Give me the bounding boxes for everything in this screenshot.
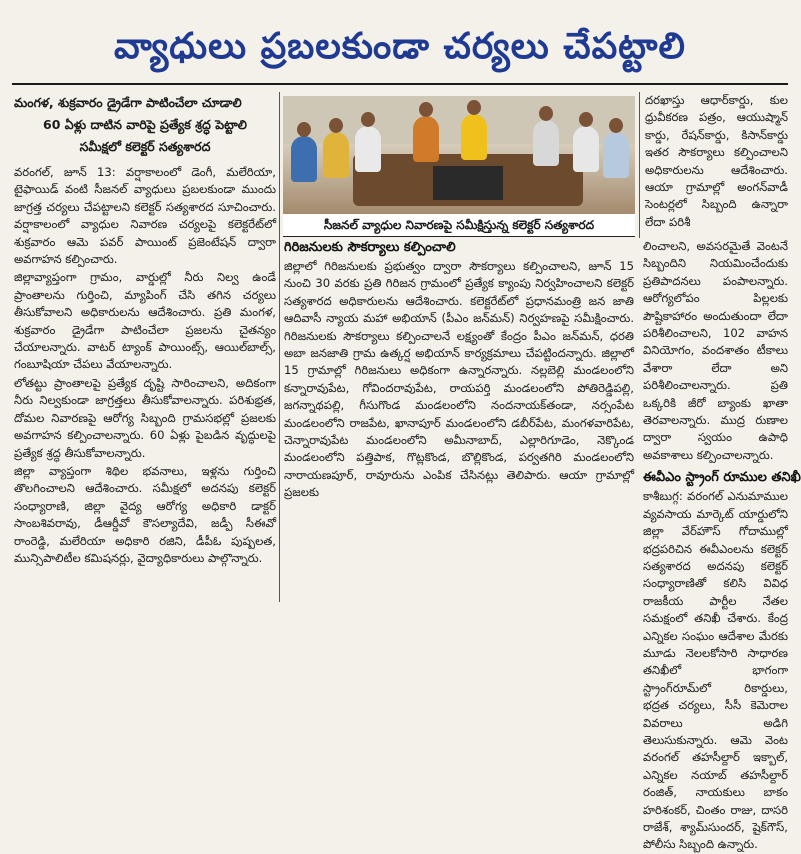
right-top-column (645, 92, 788, 238)
subdeck-1: మంగళ, శుక్రవారం డ్రైడేగా పాటించేలా చూడాలి (14, 95, 242, 110)
subdeck-3: సమీక్షలో కలెక్టర్ సత్యశారద (79, 139, 211, 154)
middle-column (284, 238, 634, 602)
body-paragraph: జిల్లా వ్యాప్తంగా శిథిల భవనాలు, ఇళ్లను గుర్తించి తొలగించాలని ఆదేశించారు. సమీక్షలో అదనపు కలెక్టర్ సంధ్యారాణి, జిల్లా వైద్య ఆరోగ్య అధికారి డాక్టర్ సాంబశివరావు, డీఆర్డీవో కౌసల్యాదేవి, జడ్పీ సీఈవో రాంరెడ్డి, మలేరియా అధికారి రజిని, డీపీఓ పుష్పలత, మున్సిపాలిటీల కమిషనర్లు, వైద్యాధికారులు పాల్గొన్నారు. (14, 463, 276, 565)
section-heading: ఈవీఎం స్ట్రాంగ్ రూముల తనిఖీ (643, 470, 801, 486)
right-column (643, 238, 801, 852)
headline-rule (12, 83, 788, 85)
section-heading: గిరిజనులకు సౌకర్యాలు కల్పించాలి (284, 240, 456, 255)
left-column (14, 92, 276, 602)
headline: వ్యాధులు ప్రబలకుండా చర్యలు చేపట్టాలి (114, 26, 686, 67)
body-paragraph: జిల్లాలో గిరిజనులకు ప్రభుత్వం ద్వారా సౌకర్యాలు కల్పించాలని, జూన్ 15 నుంచి 30 వరకు ప్రతి గిరిజన గ్రామంలో ప్రత్యేక క్యాంపు నిర్వహించాలని కలెక్టర్ సత్యశారద అధికారులను ఆదేశించారు. కలెక్టరేట్‌లో ప్రధానమంత్రి జన జాతి ఆదివాసీ న్యాయ మహా అభియాన్ (పీఎం జన్‌మన్) నిర్వహణపై సమీక్షించారు. గిరిజనులకు సౌకర్యాలు కల్పించాలనే లక్ష్యంతో కేంద్రం పీఎం జన్‌మన్, ధరతి అబా జనజాతి గ్రామ ఉత్కర్ష అభియాన్ కార్యక్రమాలు చేపట్టిందన్నారు. జిల్లాలో 15 గ్రామాల్లో గిరిజనులు అధికంగా ఉన్నారన్నారు. నల్లబెల్లి మండలంలోని కన్నారావుపేట, గోవిందరావుపేట, రాయపర్తి మండలంలోని పోతిరెడ్డిపల్లి, జగన్నాథపల్లి, గీసుగొండ మండలంలోని నందనాయక్‌తండా, నర్సంపేట మండలంలోని రాజపేట, ఖానాపూర్ మండలంలోని డబీర్‌పేట, మంగళవారిపేట, చెన్నారావుపేట మండలంలోని అమీనాబాద్, ఎల్లారిగూడెం, నెక్కొండ మండలంలోని పత్తిపాక, గొట్లకొండ, బొల్లికొండ, పర్వతగిరి మండలంలోని నారాయణపూర్, రావూరును ఎంపిక చేసినట్లు తెలిపారు. ఆయా గ్రామాల్లో ప్రజలకు (284, 259, 634, 500)
body-paragraph: లోతట్టు ప్రాంతాలపై ప్రత్యేక దృష్టి సారించాలని, అదికంగా నీరు నిల్వకుండా జాగ్రత్తలు తీసుకోవాలన్నారు. పరిశుభ్రత, దోమల నివారణపై ఆరోగ్య సిబ్బంది గ్రామసభల్లో ప్రజలకు అవగాహన కల్పించాలన్నారు. 60 ఏళ్లు పైబడిన వృద్ధులపై ప్రత్యేక శ్రద్ధ తీసుకోవాలన్నారు. (14, 375, 276, 460)
column-divider (279, 92, 280, 602)
body-paragraph: జిల్లావ్యాప్తంగా గ్రామం, వార్డుల్లో నీరు నిల్వ ఉండే ప్రాంతాలను గుర్తించి, మ్యాపింగ్ చేసి తగిన చర్యలు తీసుకోవాలని అధికారులను ఆదేశించారు. ప్రతి మంగళ, శుక్రవారం డ్రైడేగా పాటించేలా ప్రజలను చైతన్యం చేయాలన్నారు. వాటర్ ట్యాంక్ పాయింట్స్, ఆయిల్‌బాల్స్, గంబూషియా చేపలు వేయాలన్నారు. (14, 270, 276, 372)
body-paragraph: కాశీబుగ్గ: వరంగల్ ఎనుమాముల వ్యవసాయ మార్కెట్ యార్డులోని జిల్లా వేర్‌హౌస్ గోదాముల్లో భద్రపరిచిన ఈవీఎంలను కలెక్టర్ సత్యశారద అదనపు కలెక్టర్ సంధ్యారాణితో కలిసి వివిధ రాజకీయ పార్టీల నేతల సమక్షంలో తనిఖీ చేశారు. కేంద్ర ఎన్నికల సంఘం ఆదేశాల మేరకు మూడు నెలలకోసారి సాధారణ తనిఖీలో భాగంగా స్ట్రాంగ్‌రూమ్‌లో రికార్డులు, భద్రత చర్యలు, సీసీ కెమెరాల వివరాలు అడిగి తెలుసుకున్నారు. ఆమె వెంట వరంగల్ తహసీల్దార్ ఇక్బాల్, ఎన్నికల నయాబ్ తహసీల్దార్ రంజిత్, నాయకులు బాకం హరిశంకర్, చింతం రాజు, దాసరి రాజేశ్, శ్యామ్‌సుందర్, షైక్‌గౌస్, పోలీసు సిబ్బంది ఉన్నారు. (643, 489, 788, 852)
body-paragraph: దరఖాస్తు ఆధార్‌కార్డు, కుల ధ్రువీకరణ పత్రం, ఆయుష్మాన్ కార్డు, రేషన్‌కార్డు, కిసాన్‌కార్డు ఇతర సౌకర్యాలు కల్పించాలని అధికారులను ఆదేశించారు. ఆయా గ్రామాల్లో అంగన్‌వాడీ సెంటర్లలో సిబ్బంది ఉన్నారా లేదా పరిశీ (645, 93, 788, 229)
photo-caption: సీజనల్ వ్యాధుల నివారణపై సమీక్షిస్తున్న కలెక్టర్ సత్యశారద (283, 214, 635, 237)
column-divider (639, 92, 640, 238)
subdeck-2: 60 ఏళ్లు దాటిన వారిపై ప్రత్యేక శ్రద్ధ పెట్టాలి (43, 117, 247, 132)
body-paragraph: లించాలని, అవసరమైతే వెంటనే సిబ్బందిని నియమించేందుకు ప్రతిపాదనలు పంపాలన్నారు. ఆరోగ్యలోపం పిల్లలకు పౌష్టికాహారం అందుతుందా లేదా పరిశీలించాలని, 102 వాహన వినియోగం, వందశాతం టీకాలు వేశారా లేదా అని పరిశీలించాలన్నారు. ప్రతి ఒక్కరికి జీరో బ్యాంకు ఖాతా తెరవాలన్నారు. ముద్ర రుణాల ద్వారా స్వయం ఉపాధి అవకాశాలు కల్పించాలన్నారు. (643, 239, 788, 462)
body-paragraph: వరంగల్, జూన్ 13: వర్షాకాలంలో డెంగీ, మలేరియా, టైఫాయిడ్ వంటి సీజనల్ వ్యాధులు ప్రబలకుండా ముందు జాగ్రత్త చర్యలు చేపట్టాలని కలెక్టర్ సత్యశారద సూచించారు. వర్షాకాలంలో వ్యాధుల నివారణ చర్యలపై కలెక్టరేట్‌లో శుక్రవారం ఆమె పవర్ పాయింట్ ప్రజెంటేషన్ ద్వారా అవగాహన కల్పించారు. (14, 165, 276, 267)
meeting-photo (283, 96, 635, 214)
